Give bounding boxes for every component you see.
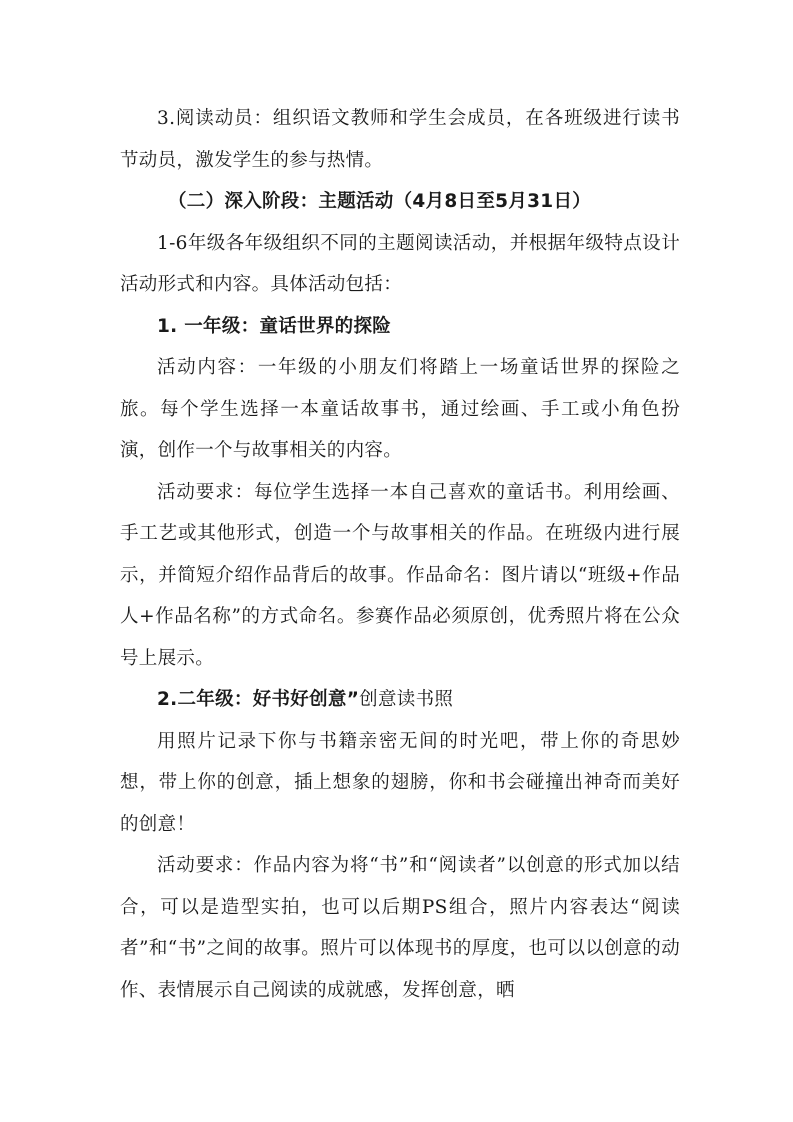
- paragraph-reading-mobilization: 3.阅读动员：组织语文教师和学生会成员，在各班级进行读书节动员，激发学生的参与热情。: [120, 108, 680, 171]
- heading-grade-2: [120, 679, 680, 721]
- paragraph-grade-1-content: 活动内容：一年级的小朋友们将踏上一场童话世界的探险之旅。每个学生选择一本童话故事书，通过绘画、手工或小角色扮演，创作一个与故事相关的内容。: [120, 357, 680, 461]
- paragraph-grade-2-intro: 用照片记录下你与书籍亲密无间的时光吧，带上你的奇思妙想，带上你的创意，插上想象的翅膀，你和书会碰撞出神奇而美好的创意！: [120, 730, 680, 835]
- paragraph-grade-activities: 1-6年级各年级组织不同的主题阅读活动，并根据年级特点设计活动形式和内容。具体活动包括：: [120, 232, 680, 295]
- paragraph-grade-1-requirements: 活动要求：每位学生选择一本自己喜欢的童话书。利用绘画、手工艺或其他形式，创造一个与故事相关的作品。在班级内进行展示，并简短介绍作品背后的故事。作品命名：图片请以“班级+作品人+作品名称”的方式命名。参赛作品必须原创，优秀照片将在公众号上展示。: [120, 481, 680, 669]
- heading-grade-2-tail: 创意读书照: [359, 689, 454, 710]
- heading-grade-1: 1. 一年级：童话世界的探险: [157, 315, 392, 337]
- heading-deepening-stage: （二）深入阶段：主题活动（4月8日至5月31日）: [168, 191, 592, 212]
- document-page: [120, 98, 680, 1011]
- heading-grade-2-bold: 2.二年级：好书好创意”: [157, 689, 360, 710]
- paragraph-grade-2-requirements: 活动要求：作品内容为将“书”和“阅读者”以创意的形式加以结合，可以是造型实拍，也可以后期PS组合，照片内容表达“阅读者”和“书”之间的故事。照片可以体现书的厚度，也可以以创意的动作、表情展示自己阅读的成就感，发挥创意，晒: [120, 855, 680, 1001]
